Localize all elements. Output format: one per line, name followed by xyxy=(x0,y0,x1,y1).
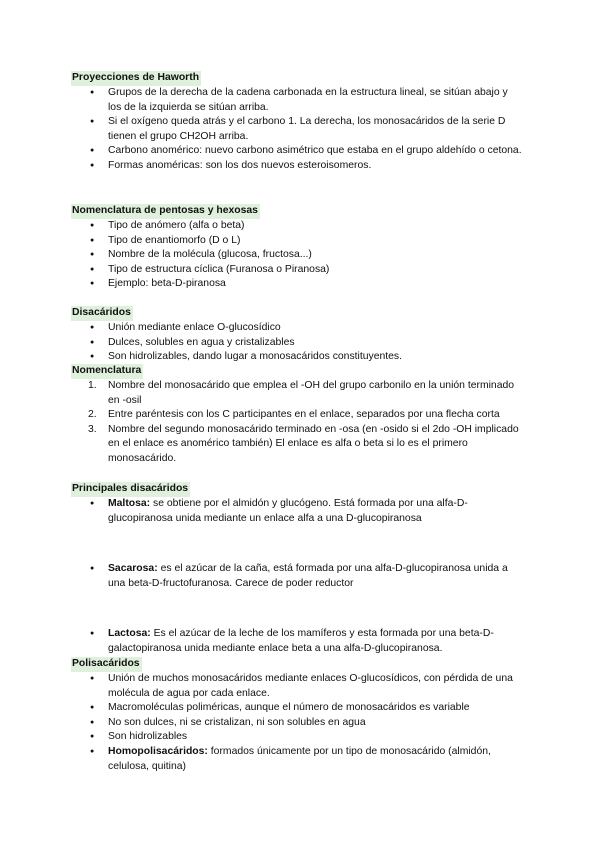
list-item xyxy=(0,408,600,423)
list-item-sacarosa xyxy=(0,562,600,591)
list-item: ● Unión de muchos monosacáridos mediante enlaces O-glucosídicos, con pérdida de una molécula de agua por cada enlace. xyxy=(0,672,600,701)
section-heading: Principales disacáridos xyxy=(71,482,190,497)
list-item-homopolisacaridos xyxy=(0,745,600,774)
list-item: ● Carbono anomérico: nuevo carbono asimétrico que estaba en el grupo aldehído o cetona. xyxy=(0,144,600,159)
section-heading: Disacáridos xyxy=(71,306,133,321)
nomenclatura-list xyxy=(0,379,600,467)
item-text: Nombre del segundo monosacárido terminado en -osa (en -osido si el 2do -OH implicado en el enlace es anomérico también) El enlace es alfa o beta si lo es el primero monosacárido. xyxy=(108,423,519,464)
haworth-list xyxy=(0,86,600,174)
list-item: ● Si el oxígeno queda atrás y el carbono 1. La derecha, los monosacáridos de la serie D tienen el grupo CH2OH arriba. xyxy=(0,115,600,144)
item-text: Entre paréntesis con los C participantes en el enlace, separados por una flecha corta xyxy=(108,409,500,421)
list-item: ● Ejemplo: beta-D-piranosa xyxy=(0,277,600,292)
list-item: ● Formas anoméricas: son los dos nuevos esteroisomeros. xyxy=(0,159,600,174)
polisacaridos-list xyxy=(0,672,600,774)
term-label: Sacarosa: xyxy=(108,563,158,575)
list-item: ● No son dulces, ni se cristalizan, ni son solubles en agua xyxy=(0,716,600,731)
item-number: 3. xyxy=(88,423,97,435)
list-item: ● Son hidrolizables xyxy=(0,730,600,745)
section-heading: Nomenclatura de pentosas y hexosas xyxy=(71,204,260,219)
section-heading: Nomenclatura xyxy=(71,364,143,379)
term-text: se obtiene por el almidón y glucógeno. Está formada por una alfa-D-glucopiranosa unida mediante un enlace alfa a una D-glucopiranosa xyxy=(108,498,468,524)
list-item: ● Macromoléculas poliméricas, aunque el número de monosacáridos es variable xyxy=(0,701,600,716)
principales-list xyxy=(0,497,600,657)
list-item-maltosa xyxy=(0,497,600,526)
list-item: ● Nombre de la molécula (glucosa, fructosa...) xyxy=(0,248,600,263)
list-item-lactosa xyxy=(0,627,600,656)
term-label: Lactosa: xyxy=(108,628,151,640)
term-text: formados únicamente por un tipo de monosacárido (almidón, celulosa, quitina) xyxy=(108,745,491,772)
term-text: es el azúcar de la caña, está formada por una alfa-D-glucopiranosa unida a una beta-D-fructofuranosa. Carece de poder reductor xyxy=(108,563,508,589)
list-item: ● Grupos de la derecha de la cadena carbonada en la estructura lineal, se sitúan abajo y los de la izquierda se sitúan arriba. xyxy=(0,86,600,115)
list-item: ● Unión mediante enlace O-glucosídico xyxy=(0,321,600,336)
list-item xyxy=(0,379,600,408)
term-text: Es el azúcar de la leche de los mamíferos y esta formada por una beta-D-galactopiranosa unida mediante enlace beta a una alfa-D-glucopiranosa. xyxy=(108,628,494,654)
item-number: 2. xyxy=(88,409,97,421)
item-text: Nombre del monosacárido que emplea el -OH del grupo carbonilo en la unión terminado en -osil xyxy=(108,380,515,406)
section-heading: Polisacáridos xyxy=(71,657,142,672)
pentosas-list xyxy=(0,219,600,292)
term-label: Homopolisacáridos: xyxy=(108,745,208,757)
list-item: ● Tipo de enantiomorfo (D o L) xyxy=(0,234,600,249)
disacaridos-list xyxy=(0,321,600,365)
list-item: ● Dulces, solubles en agua y cristalizables xyxy=(0,336,600,351)
list-item: ● Tipo de estructura cíclica (Furanosa o Piranosa) xyxy=(0,263,600,278)
item-number: 1. xyxy=(88,380,97,391)
list-item: ● Son hidrolizables, dando lugar a monosacáridos constituyentes. xyxy=(0,350,600,365)
term-label: Maltosa: xyxy=(108,498,151,509)
list-item: ● Tipo de anómero (alfa o beta) xyxy=(0,219,600,234)
section-heading: Proyecciones de Haworth xyxy=(71,71,201,86)
list-item xyxy=(0,423,600,467)
